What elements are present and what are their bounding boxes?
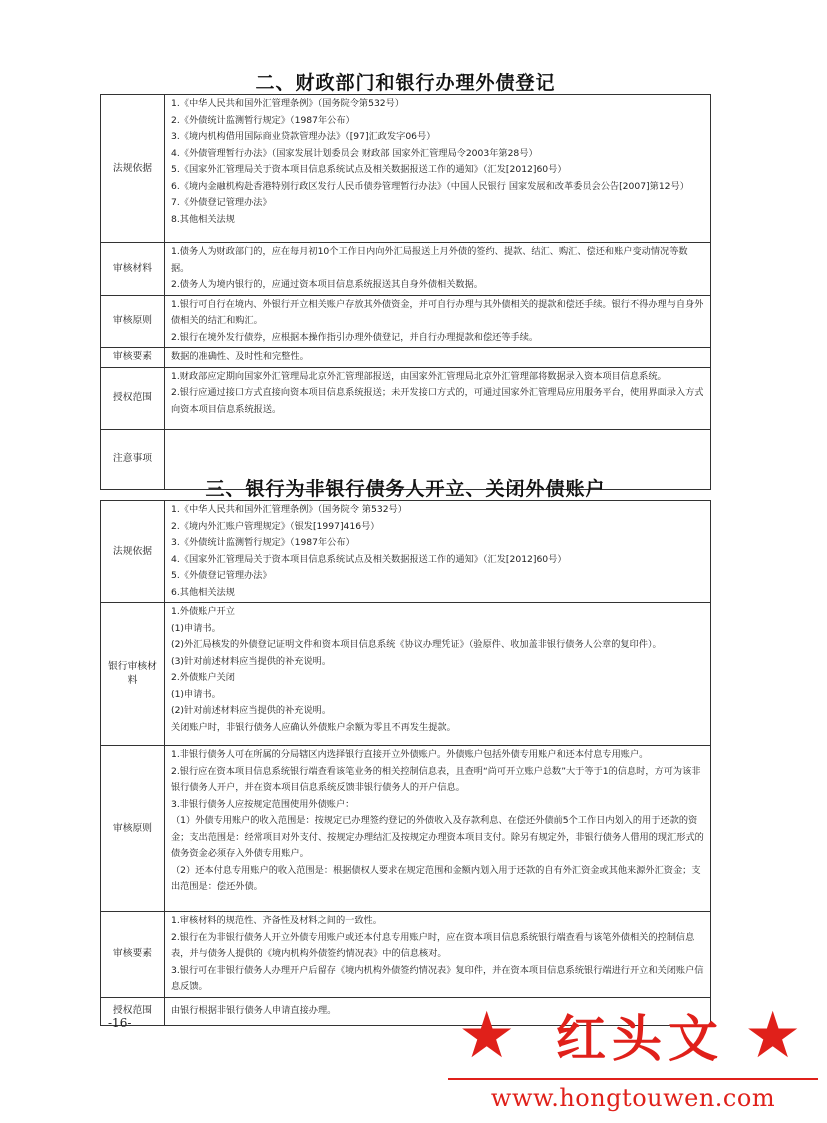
watermark-url: www.hongtouwen.com <box>490 1084 776 1112</box>
row-label: 注意事项 <box>101 429 165 489</box>
watermark-banner <box>448 999 818 1074</box>
content-line: 1.审核材料的规范性、齐备性及材料之间的一致性。 <box>171 915 382 926</box>
content-line: 2.银行应在资本项目信息系统银行端查看该笔业务的相关控制信息表，且查明“尚可开立账户总数”大于等于1的信息时，方可为该非银行债务人开户，并在资本项目信息系统反馈非银行债务人的开户信息。 <box>171 765 701 793</box>
content-line: 3.非银行债务人应按规定范围使用外债账户： <box>171 798 355 810</box>
content-line: 4.《外债管理暂行办法》（国家发展计划委员会 财政部 国家外汇管理局令2003年第28号） <box>171 147 538 159</box>
row-label: 审核原则 <box>101 295 165 348</box>
content-line: 1.银行可自行在境内、外银行开立相关账户存放其外债资金，并可自行办理与其外债相关的提款和偿还手续。银行不得办理与自身外债相关的结汇和购汇。 <box>171 298 704 326</box>
regulation-table <box>100 500 711 1026</box>
content-line: 2.《境内外汇账户管理规定》（银发[1997]416号） <box>171 520 380 532</box>
table-row <box>101 295 711 348</box>
content-line: 2.银行应通过接口方式直接向资本项目信息系统报送；未开发接口方式的，可通过国家外汇管理局应用服务平台，使用界面录入方式向资本项目信息系统报送。 <box>171 387 704 415</box>
content-line: 关闭账户时，非银行债务人应确认外债账户余额为零且不再发生提款。 <box>171 721 456 733</box>
page-number: -16- <box>108 1016 132 1030</box>
content-line: 1.财政部应定期向国家外汇管理局北京外汇管理部报送，由国家外汇管理局北京外汇管理部将数据录入资本项目信息系统。 <box>171 370 667 382</box>
content-line: 8.其他相关法规 <box>171 213 235 225</box>
row-content <box>165 501 711 603</box>
content-line: （1）外债专用账户的收入范围是：按规定已办理签约登记的外债收入及存款利息、在偿还外债前5个工作日内划入的用于还款的资金；支出范围是：经常项目对外支付、按规定办理结汇及按规定办理资本项目支付。除另有规定外，非银行债务人借用的现汇形式的债务资金必须存入外债专用账户。 <box>171 815 704 859</box>
table-row <box>101 367 711 429</box>
section-title: 三、银行为非银行债务人开立、关闭外债账户 <box>205 478 606 500</box>
table-row <box>101 603 711 746</box>
row-label: 审核要素 <box>101 912 165 998</box>
row-content <box>165 348 711 368</box>
watermark-divider <box>448 1078 818 1080</box>
row-label: 授权范围 <box>101 367 165 429</box>
row-content <box>165 367 711 429</box>
content-line: 2.《外债统计监测暂行规定》（1987年公布） <box>171 114 355 126</box>
content-line: 3.《外债统计监测暂行规定》（1987年公布） <box>171 537 355 548</box>
content-line: 5.《外债登记管理办法》 <box>171 570 272 581</box>
row-content <box>165 95 711 243</box>
table-row <box>101 243 711 296</box>
table-row <box>101 501 711 603</box>
row-label: 法规依据 <box>101 95 165 243</box>
content-line: 4.《国家外汇管理局关于资本项目信息系统试点及相关数据报送工作的通知》（汇发[2012]60号） <box>171 553 567 565</box>
row-content <box>165 746 711 912</box>
watermark-text: 红头文 <box>556 1009 724 1068</box>
content-line: 2.债务人为境内银行的，应通过资本项目信息系统报送其自身外债相关数据。 <box>171 279 483 290</box>
content-line: (3)针对前述材料应当提供的补充说明。 <box>171 655 332 667</box>
table-body <box>101 95 711 490</box>
row-content <box>165 243 711 296</box>
content-line: (1)申请书。 <box>171 688 221 700</box>
content-line: 1.《中华人民共和国外汇管理条例》（国务院令第532号） <box>171 98 405 109</box>
content-line: 由银行根据非银行债务人申请直接办理。 <box>171 1004 337 1016</box>
content-line: 2.银行在为非银行债务人开立外债专用账户或还本付息专用账户时，应在资本项目信息系统银行端查看与该笔外债相关的控制信息表，并与债务人提供的《境内机构外债签约情况表》中的信息核对。 <box>171 931 695 959</box>
content-line: (2)外汇局核发的外债登记证明文件和资本项目信息系统《协议办理凭证》（验原件、收加盖非银行债务人公章的复印件）。 <box>171 639 662 650</box>
content-line: 2.银行在境外发行债券，应根据本操作指引办理外债登记，并自行办理提款和偿还等手续。 <box>171 331 539 343</box>
content-line: 6.《境内金融机构赴香港特别行政区发行人民币债券管理暂行办法》（中国人民银行 国家发展和改革委员会公告[2007]第12号） <box>171 180 689 192</box>
content-line: 2.外债账户关闭 <box>171 672 235 683</box>
table-row <box>101 95 711 243</box>
row-label: 审核原则 <box>101 746 165 912</box>
content-line: 3.《境内机构借用国际商业贷款管理办法》（[97]汇政发字06号） <box>171 131 436 142</box>
content-line: （2）还本付息专用账户的收入范围是：根据债权人要求在规定范围和金额内划入用于还款的自有外汇资金或其他来源外汇资金；支出范围是：偿还外债。 <box>171 864 701 892</box>
table-row <box>101 912 711 998</box>
star-icon: ★ <box>744 999 802 1073</box>
content-line: 数据的准确性、及时性和完整性。 <box>171 351 309 362</box>
row-content <box>165 295 711 348</box>
content-line: (1)申请书。 <box>171 622 221 634</box>
row-content <box>165 912 711 998</box>
row-label: 银行审核材料 <box>101 603 165 746</box>
watermark-logo <box>448 999 818 1112</box>
table-row <box>101 348 711 368</box>
content-line: (2)针对前述材料应当提供的补充说明。 <box>171 705 332 716</box>
table-row <box>101 746 711 912</box>
row-label: 授权范围 <box>101 997 165 1025</box>
row-label: 审核要素 <box>101 348 165 368</box>
row-content <box>165 603 711 746</box>
content-line: 1.外债账户开立 <box>171 606 235 617</box>
content-line: 1.债务人为财政部门的，应在每月初10个工作日内向外汇局报送上月外债的签约、提款、结汇、购汇、偿还和账户变动情况等数据。 <box>171 246 688 274</box>
content-line: 7.《外债登记管理办法》 <box>171 197 272 208</box>
row-label: 审核材料 <box>101 243 165 296</box>
content-line: 1.《中华人民共和国外汇管理条例》（国务院令 第532号） <box>171 504 407 515</box>
row-label: 法规依据 <box>101 501 165 603</box>
content-line: 5.《国家外汇管理局关于资本项目信息系统试点及相关数据报送工作的通知》（汇发[2012]60号） <box>171 164 567 175</box>
content-line: 1.非银行债务人可在所属的分局辖区内选择银行直接开立外债账户。外债账户包括外债专用账户和还本付息专用账户。 <box>171 749 649 760</box>
content-line: 6.其他相关法规 <box>171 586 235 598</box>
table-body <box>101 501 711 1026</box>
star-icon: ★ <box>458 999 516 1073</box>
regulation-table <box>100 94 711 490</box>
section-title: 二、财政部门和银行办理外债登记 <box>255 72 556 94</box>
content-line: 3.银行可在非银行债务人办理开户后留存《境内机构外债签约情况表》复印件，并在资本项目信息系统银行端进行开立和关闭账户信息反馈。 <box>171 964 704 992</box>
